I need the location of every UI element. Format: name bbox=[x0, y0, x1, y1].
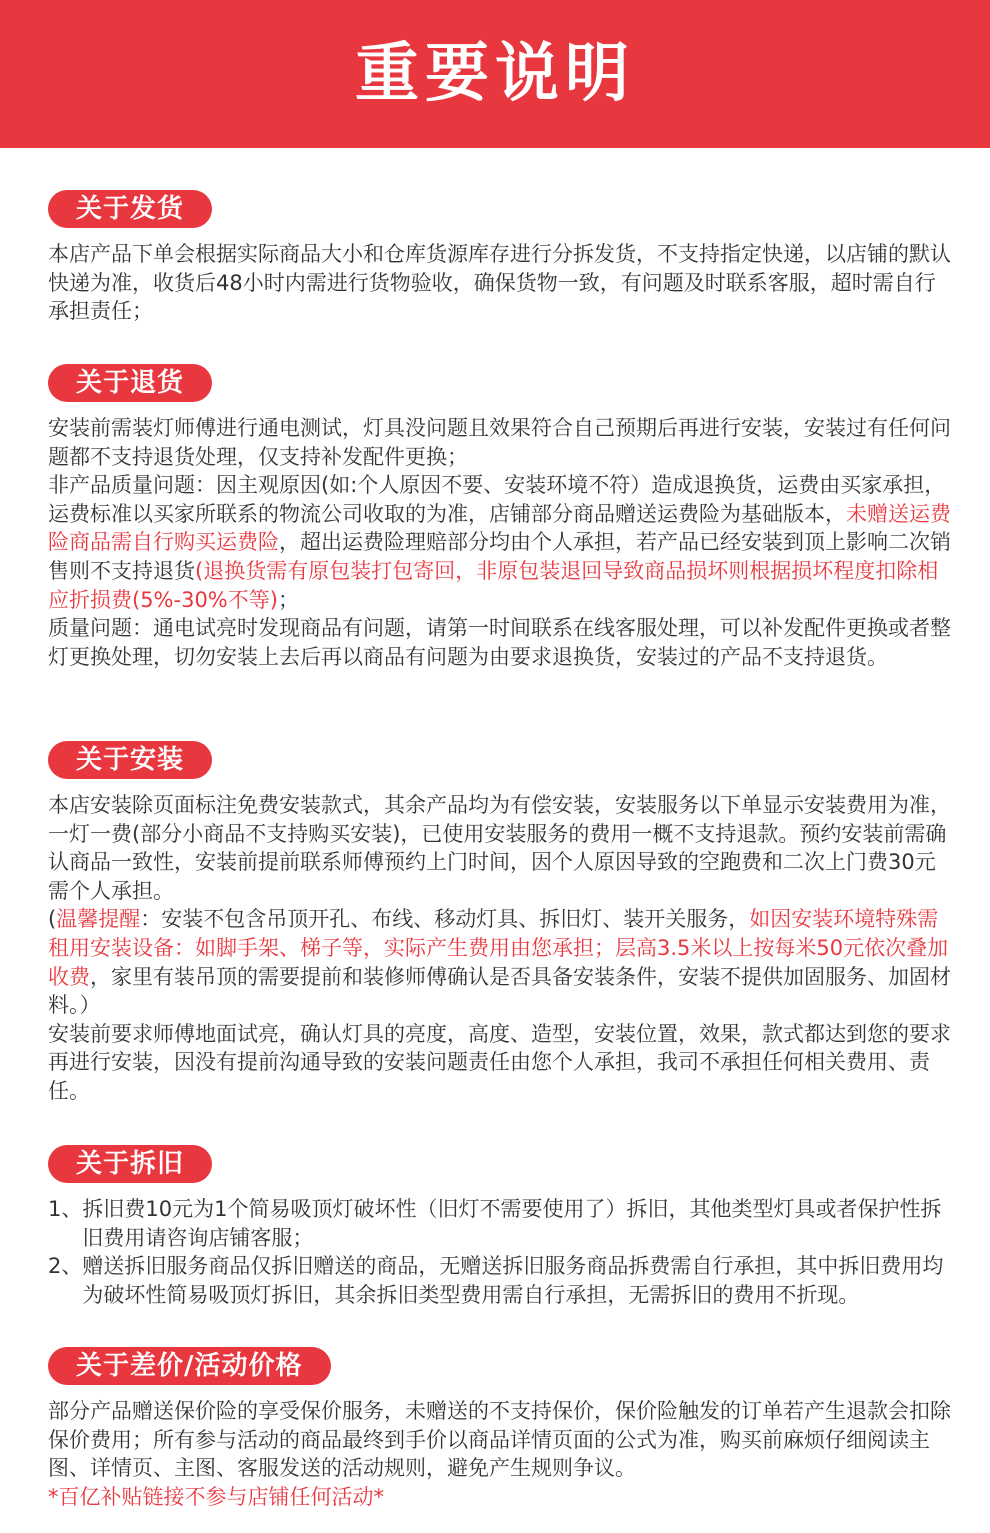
install-p2-highlight-1: 温馨提醒 bbox=[56, 907, 141, 932]
returns-p2-a: 非产品质量问题：因主观原因(如:个人原因不要、安装环境不符）造成退换货，运费由买家承担，运费标准以买家所联系的物流公司收取的为准，店铺部分商品赠送运费险为基础版本， bbox=[48, 473, 946, 526]
list-item-text: 赠送拆旧服务商品仅拆旧赠送的商品，无赠送拆旧服务商品拆费需自行承担，其中拆旧费用均为破坏性简易吸顶灯拆旧，其余拆旧类型费用需自行承担，无需拆旧的费用不折现。 bbox=[82, 1254, 944, 1307]
returns-p2-highlight-1: 未赠送运费险商品需自行购买运费险 bbox=[48, 501, 951, 555]
section-title-install: 关于安装 bbox=[48, 741, 212, 779]
returns-p2-c: ； bbox=[277, 587, 299, 612]
install-p2-a: ：安装不包含吊顶开孔、布线、移动灯具、拆旧灯、装开关服务， bbox=[140, 907, 750, 932]
section-title-returns: 关于退货 bbox=[48, 364, 212, 402]
install-p2-b: ，家里有装吊顶的需要提前和装修师傅确认是否具备安装条件，安装不提供加固服务、加固材料。） bbox=[48, 964, 951, 1018]
price-note: *百亿补贴链接不参与店铺任何活动* bbox=[48, 1484, 384, 1509]
install-paragraph-1: 本店安装除页面标注免费安装款式，其余产品均为有偿安装，安装服务以下单显示安装费用为准，一灯一费(部分小商品不支持购买安装)，已使用安装服务的费用一概不支持退款。预约安装前需确认商品一致性，安装前提前联系师傅预约上门时间，因个人原因导致的空跑费和二次上门费30元需个人承担。 bbox=[48, 793, 951, 903]
returns-paragraph-1: 安装前需装灯师傅进行通电测试，灯具没问题且效果符合自己预期后再进行安装，安装过有任何问题都不支持退货处理，仅支持补发配件更换； bbox=[48, 416, 951, 469]
section-title-shipping: 关于发货 bbox=[48, 190, 212, 228]
list-item bbox=[48, 1252, 953, 1309]
section-install bbox=[48, 741, 953, 1106]
section-shipping bbox=[48, 190, 953, 326]
returns-text bbox=[48, 414, 953, 671]
section-title-removal: 关于拆旧 bbox=[48, 1145, 212, 1183]
install-p2-open: ( bbox=[48, 907, 57, 932]
list-item-number: 1、 bbox=[48, 1197, 83, 1221]
returns-p2-b: ，超出运费险理赔部分均由个人承担，若产品已经安装到顶上影响二次销售则不支持退货 bbox=[48, 530, 951, 583]
install-paragraph-3: 安装前要求师傅地面试亮，确认灯具的亮度，高度、造型，安装位置，效果，款式都达到您的要求再进行安装，因没有提前沟通导致的安装问题责任由您个人承担，我司不承担任何相关费用、责任。 bbox=[48, 1021, 951, 1103]
price-paragraph: 部分产品赠送保价险的享受保价服务，未赠送的不支持保价，保价险触发的订单若产生退款会扣除保价费用；所有参与活动的商品最终到手价以商品详情页面的公式为准，购买前麻烦仔细阅读主图、详情页、主图、客服发送的活动规则，避免产生规则争议。 bbox=[48, 1399, 951, 1481]
shipping-text: 本店产品下单会根据实际商品大小和仓库货源库存进行分拆发货，不支持指定快递，以店铺的默认快递为准，收货后48小时内需进行货物验收，确保货物一致，有问题及时联系客服，超时需自行承担责任； bbox=[48, 242, 951, 324]
price-text bbox=[48, 1397, 953, 1511]
page-title: 重要说明 bbox=[355, 37, 635, 111]
list-item-text: 拆旧费10元为1个简易吸顶灯破坏性（旧灯不需要使用了）拆旧，其他类型灯具或者保护性拆旧费用请咨询店铺客服； bbox=[82, 1197, 942, 1250]
removal-list bbox=[48, 1195, 953, 1309]
install-p2-highlight-2: 如因安装环境特殊需租用安装设备：如脚手架、梯子等，实际产生费用由您承担；层高3.5米以上按每米50元依次叠加收费 bbox=[48, 907, 949, 989]
returns-p2-highlight-2: (退换货需有原包装打包寄回，非原包装退回导致商品损坏则根据损坏程度扣除相应折损费(5%-30%不等) bbox=[48, 558, 939, 612]
install-text bbox=[48, 791, 953, 1106]
section-returns bbox=[48, 364, 953, 671]
section-price bbox=[48, 1347, 953, 1511]
list-item-number: 2、 bbox=[48, 1254, 83, 1279]
returns-paragraph-3: 质量问题：通电试亮时发现商品有问题，请第一时间联系在线客服处理，可以补发配件更换或者整灯更换处理，切勿安装上去后再以商品有问题为由要求退换货，安装过的产品不支持退货。 bbox=[48, 616, 951, 669]
section-title-price: 关于差价/活动价格 bbox=[48, 1347, 331, 1385]
header-banner bbox=[0, 0, 990, 148]
section-removal bbox=[48, 1145, 953, 1309]
list-item bbox=[48, 1195, 953, 1252]
install-paragraph-2 bbox=[48, 905, 953, 1019]
returns-paragraph-2 bbox=[48, 471, 953, 614]
